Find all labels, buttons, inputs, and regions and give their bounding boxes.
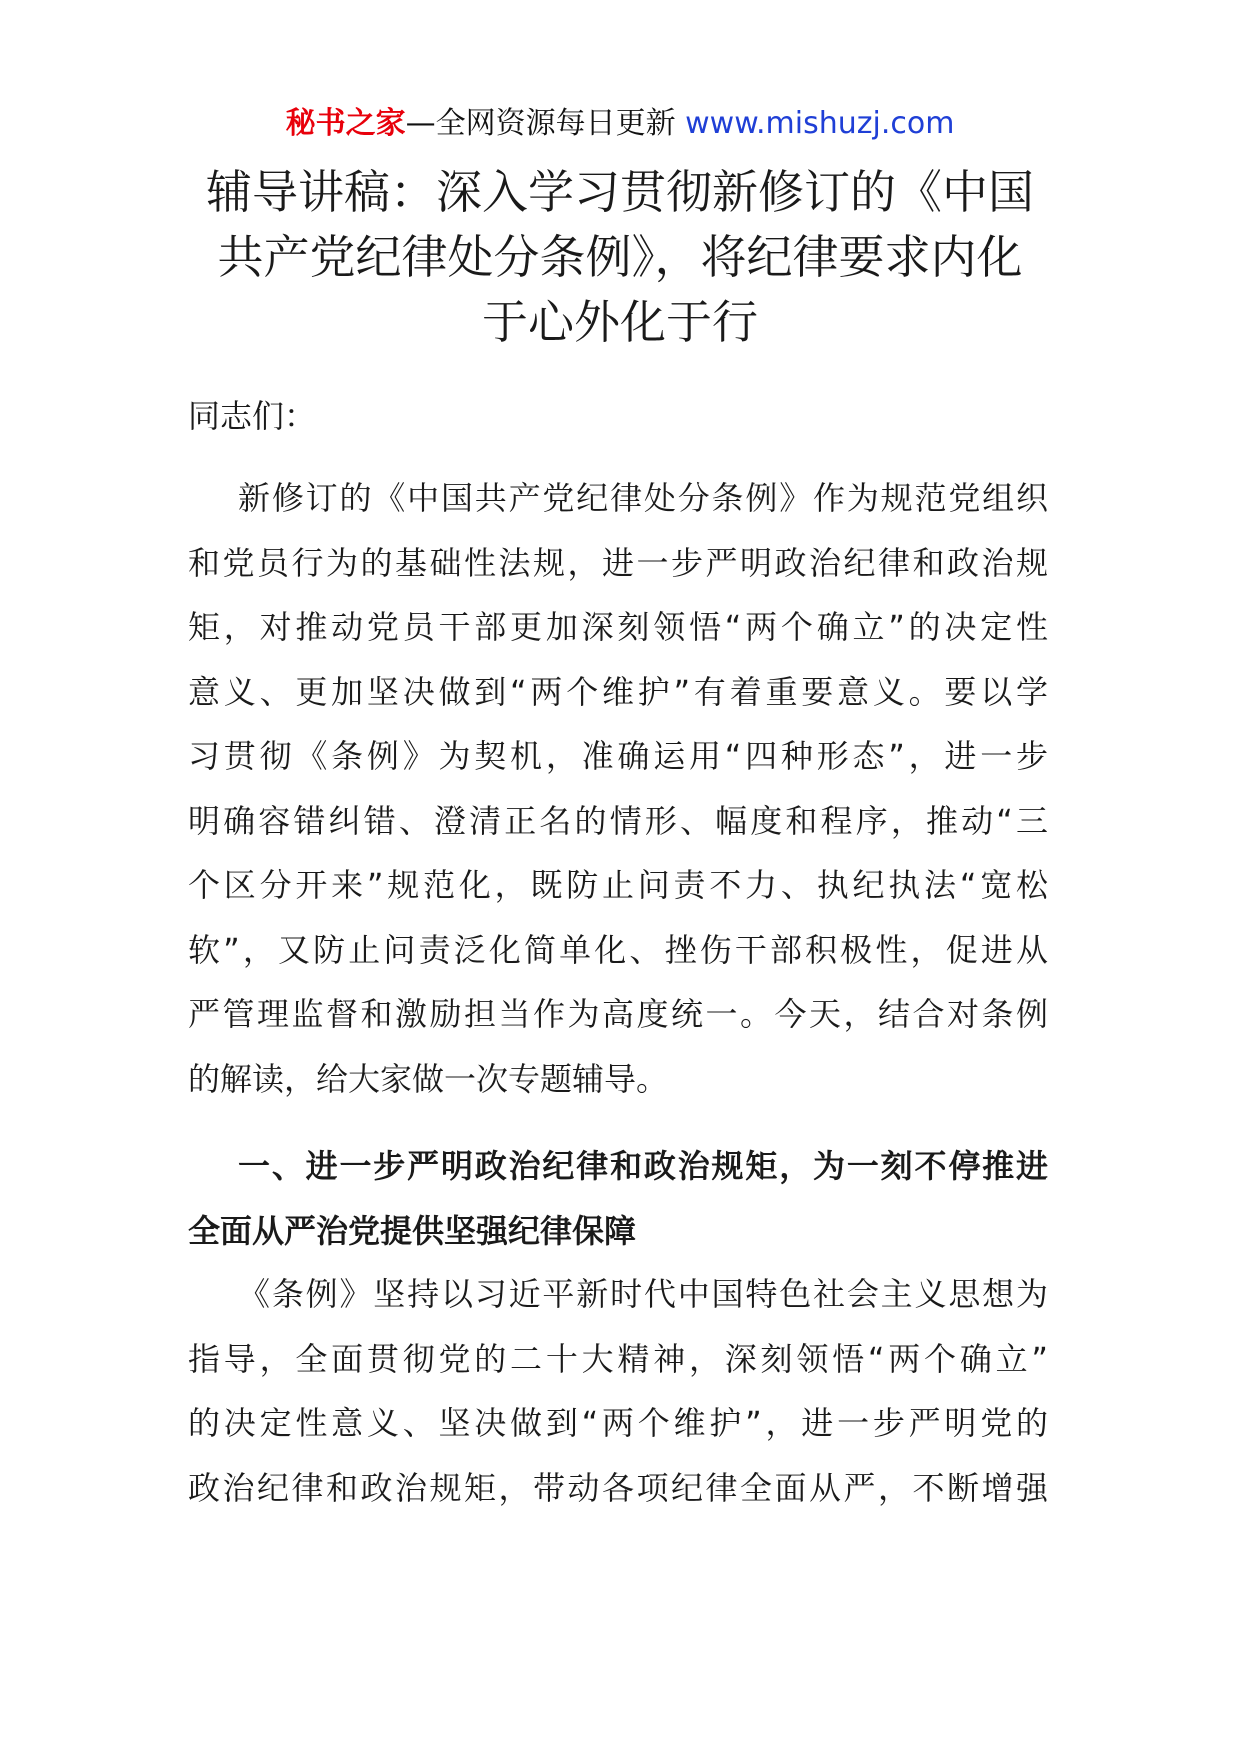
heading-line: 全面从严治党提供坚强纪律保障 bbox=[188, 1211, 637, 1250]
body-paragraph bbox=[188, 1262, 1048, 1520]
site-brand: 秘书之家 bbox=[285, 106, 406, 141]
heading-line: 一、进一步严明政治纪律和政治规矩，为一刻不停推进 bbox=[238, 1147, 1048, 1185]
paragraph-line: 意义、更加坚决做到“两个维护”有着重要意义。要以学 bbox=[188, 672, 1048, 711]
site-url: www.mishuzj.com bbox=[685, 106, 955, 141]
paragraph-line: 个区分开来”规范化，既防止问责不力、执纪执法“宽松 bbox=[188, 866, 1048, 904]
site-slogan: —全网资源每日更新 bbox=[405, 106, 686, 141]
document-title bbox=[195, 160, 1045, 355]
salutation: 同志们： bbox=[188, 397, 317, 435]
paragraph-line: 习贯彻《条例》为契机，准确运用“四种形态”，进一步 bbox=[188, 737, 1048, 775]
paragraph-line: 严管理监督和激励担当作为高度统一。今天，结合对条例 bbox=[188, 995, 1048, 1033]
paragraph-line: 的解读，给大家做一次专题辅导。 bbox=[188, 1059, 669, 1098]
title-line: 共产党纪律处分条例》，将纪律要求内化 bbox=[217, 230, 1023, 284]
paragraph-line: 政治纪律和政治规矩，带动各项纪律全面从严，不断增强 bbox=[188, 1468, 1048, 1507]
paragraph-line: 和党员行为的基础性法规，进一步严明政治纪律和政治规 bbox=[188, 543, 1048, 582]
intro-paragraph bbox=[188, 466, 1048, 1111]
title-line: 辅导讲稿：深入学习贯彻新修订的《中国 bbox=[206, 165, 1034, 219]
paragraph-line: 指导，全面贯彻党的二十大精神，深刻领悟“两个确立” bbox=[188, 1339, 1048, 1378]
paragraph-line: 新修订的《中国共产党纪律处分条例》作为规范党组织 bbox=[238, 479, 1048, 517]
paragraph-line: 的决定性意义、坚决做到“两个维护”，进一步严明党的 bbox=[188, 1404, 1048, 1442]
paragraph-line: 矩，对推动党员干部更加深刻领悟“两个确立”的决定性 bbox=[188, 608, 1048, 646]
paragraph-line: 明确容错纠错、澄清正名的情形、幅度和程序，推动“三 bbox=[188, 801, 1048, 840]
paragraph-line: 《条例》坚持以习近平新时代中国特色社会主义思想为 bbox=[238, 1275, 1048, 1313]
site-header bbox=[0, 104, 1240, 144]
paragraph-line: 软”，又防止问责泛化简单化、挫伤干部积极性，促进从 bbox=[188, 930, 1048, 969]
section-heading bbox=[188, 1134, 1048, 1263]
title-line: 于心外化于行 bbox=[482, 295, 758, 349]
